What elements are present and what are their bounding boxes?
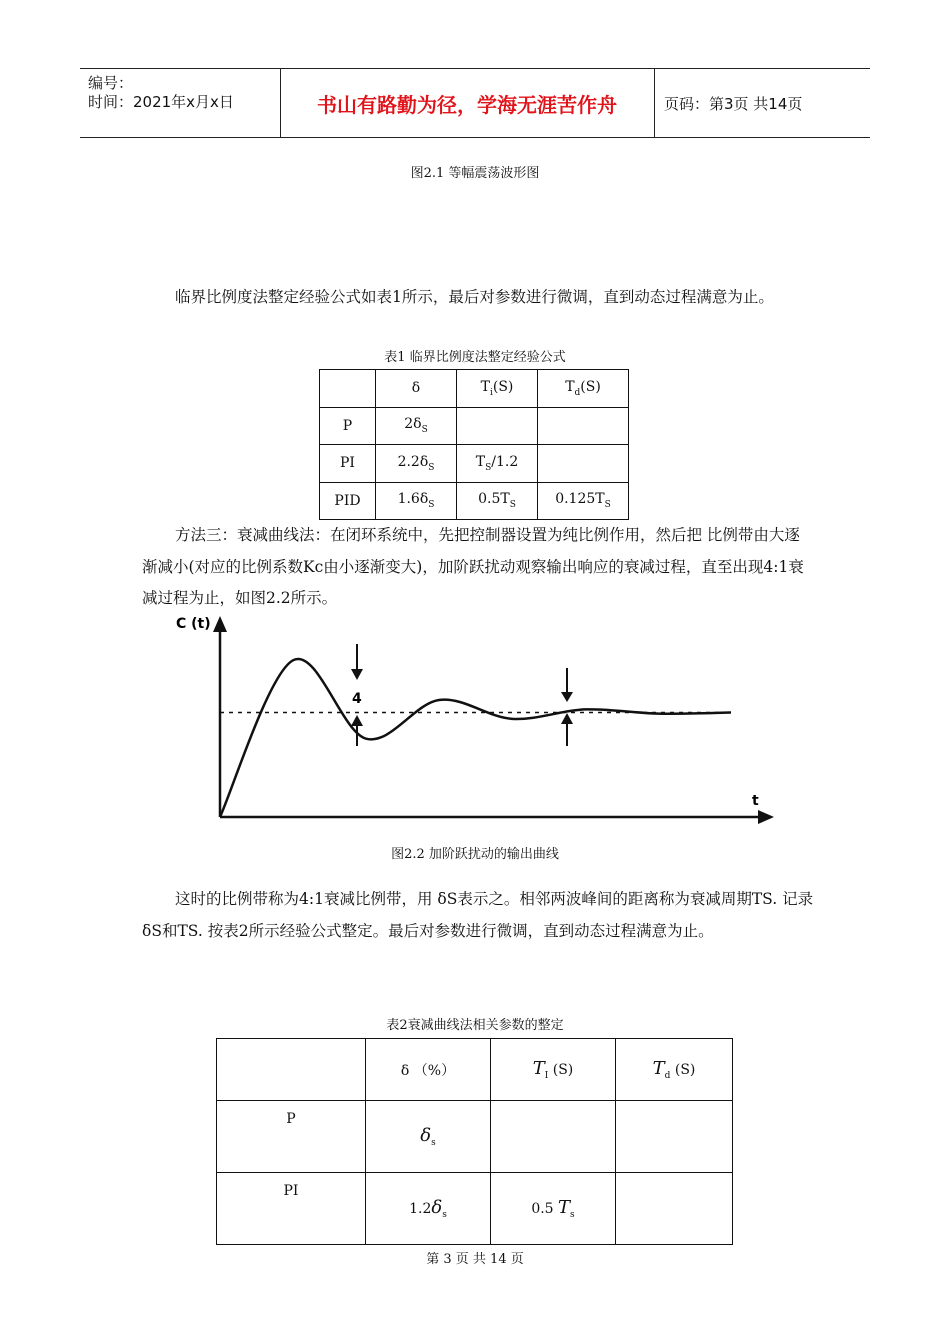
table-cell: $1.6\delta_S$ <box>376 482 457 520</box>
figure1-caption: 图2.1 等幅震荡波形图 <box>410 166 540 181</box>
table-cell: $2.2\delta_S$ <box>376 445 457 483</box>
col-header: δ （%） <box>366 1039 491 1101</box>
table-cell <box>538 445 629 483</box>
col-header: $T_I$ (S) <box>491 1039 616 1101</box>
table-cell <box>538 407 629 445</box>
page-footer: 第 3 页 共 14 页 <box>426 1252 524 1267</box>
peak2-arrowhead-up <box>561 713 573 724</box>
page-label: 页码：第3页 共14页 <box>664 95 803 113</box>
table2 <box>216 1038 733 1245</box>
table-cell: $0.5T_S$ <box>457 482 538 520</box>
table-row <box>320 407 629 445</box>
table-row <box>320 370 629 408</box>
table-cell <box>457 407 538 445</box>
decay-ratio-label: 4 <box>352 691 362 707</box>
row-label: PID <box>320 482 376 520</box>
table-row <box>217 1039 733 1101</box>
row-label: PI <box>217 1173 366 1245</box>
row-label: PI <box>320 445 376 483</box>
paragraph-2-text: 方法三：衰减曲线法：在闭环系统中，先把控制器设置为纯比例作用，然后把 比例带由大逐渐减小(对应的比例系数Kc由小逐渐变大)，加阶跃扰动观察输出响应的衰减过程，直至出现4:1衰减过程为止，如图2.2所示。 <box>142 526 804 607</box>
header-divider <box>654 69 655 137</box>
paragraph-2 <box>142 520 814 615</box>
table-row <box>217 1173 733 1245</box>
table-cell: $\delta_s$ <box>366 1101 491 1173</box>
table-cell <box>491 1101 616 1173</box>
table-row <box>320 445 629 483</box>
table1 <box>319 369 629 520</box>
row-label: P <box>217 1101 366 1173</box>
peak2-arrowhead-down <box>561 692 573 702</box>
header-motto: 书山有路勤为径，学海无涯苦作舟 <box>317 93 617 117</box>
table-cell: $T_S/1.2$ <box>457 445 538 483</box>
table-cell <box>616 1173 733 1245</box>
paragraph-1-text: 临界比例度法整定经验公式如表1所示，最后对参数进行微调，直到动态过程满意为止。 <box>175 288 774 306</box>
peak1-arrowhead-down <box>351 669 363 680</box>
col-header: $T_i(S)$ <box>457 370 538 408</box>
paragraph-3-text: 这时的比例带称为4:1衰减比例带，用 δS表示之。相邻两波峰间的距离称为衰减周期TS. 记录 δS和TS. 按表2所示经验公式整定。最后对参数进行微调，直到动态过程满意为止。 <box>142 890 814 940</box>
row-label: P <box>320 407 376 445</box>
table2-caption: 表2衰减曲线法相关参数的整定 <box>386 1018 564 1033</box>
x-axis-arrow <box>758 810 774 824</box>
y-axis-arrow <box>213 616 227 632</box>
table1-caption: 表1 临界比例度法整定经验公式 <box>384 350 566 365</box>
number-label: 编号： <box>88 74 134 92</box>
x-axis-label: t <box>752 793 759 809</box>
date-label: 时间：2021年x月x日 <box>88 93 234 111</box>
table-cell <box>616 1101 733 1173</box>
table-cell: 0.5 $T_s$ <box>491 1173 616 1245</box>
page-header <box>80 68 870 138</box>
table-cell: $0.125T_S$ <box>538 482 629 520</box>
decay-curve-chart <box>176 614 786 829</box>
col-header: $T_d$ (S) <box>616 1039 733 1101</box>
table-cell: $1.2\delta_s$ <box>366 1173 491 1245</box>
peak1-arrowhead-up <box>351 715 363 726</box>
figure2-caption: 图2.2 加阶跃扰动的输出曲线 <box>391 847 559 862</box>
table-cell: $2\delta_S$ <box>376 407 457 445</box>
col-header: δ <box>376 370 457 408</box>
paragraph-1 <box>142 282 814 314</box>
col-header: $T_d(S)$ <box>538 370 629 408</box>
paragraph-3 <box>142 884 814 947</box>
table-row <box>217 1101 733 1173</box>
y-axis-label: C (t) <box>176 616 211 632</box>
response-curve <box>220 659 731 817</box>
table-row <box>320 482 629 520</box>
